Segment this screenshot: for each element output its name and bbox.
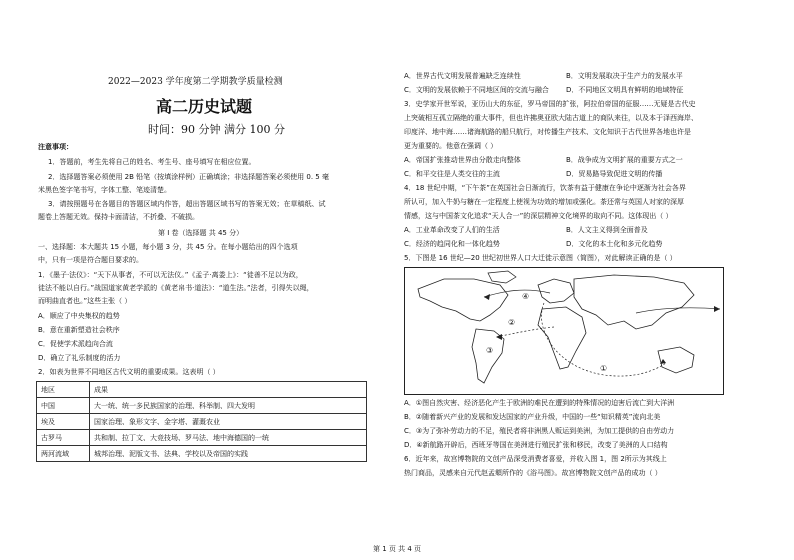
section-intro: 一、选择题：本大题共 15 小题，每小题 3 分，共 45 分。在每小题给出的四个选项 bbox=[38, 243, 298, 251]
civilization-table bbox=[36, 381, 367, 462]
table-cell-achievements: 共和制、拉丁文、大竞技场、罗马法、地中海德国的一统 bbox=[90, 430, 367, 446]
q1-option-a: A．顺应了中央集权的趋势 bbox=[38, 312, 120, 320]
q1-stem: 1．《墨子·法仪》：“天下从事者，不可以无法仪。”《孟子·离娄上》：“徒善不足以为政， bbox=[38, 271, 303, 279]
q3-stem: 3．史学家开世军说，亚历山大的东征，罗马帝国的扩张，阿拉伯帝国的征服……无疑是古代史 bbox=[404, 100, 696, 108]
q6-stem: 6．近年来，故宫博物院的文创产品深受消费者喜爱，并收入图 1，图 2所示为其线上 bbox=[404, 455, 667, 463]
route-label: ② bbox=[508, 318, 516, 327]
table-cell-region: 中国 bbox=[37, 398, 90, 414]
q1-stem: 徒法不能以自行。”战国道家黄老学派的《黄老帛书·道法》：“道生法。”法者，引得失以绳， bbox=[38, 284, 314, 292]
table-cell-region: 古罗马 bbox=[37, 430, 90, 446]
q5-option-d: D．④新航路开辟后，西班牙等国在美洲进行殖民扩张和移民，改变了美洲的人口结构 bbox=[404, 441, 668, 449]
q1-option-c: C．促使学术派趋向合流 bbox=[38, 340, 113, 348]
table-header-cell: 成果 bbox=[90, 382, 367, 398]
q4-option-a: A．工业革命改变了人们的生活 bbox=[404, 226, 500, 234]
q2-option-d: D．不同地区文明具有鲜明的地域特征 bbox=[566, 86, 684, 94]
q1-option-d: D．确立了礼乐制度的活力 bbox=[38, 354, 121, 362]
q2-option-c: C．文明的发展依赖于不同地区间的交流与融合 bbox=[404, 86, 549, 94]
q5-option-b: B．②随着新兴产业的发展和发达国家的产业升级，中国的一些“知识精英”流向北美 bbox=[404, 413, 661, 421]
q5-stem: 5．下图是 16 世纪—20 世纪初世界人口大迁徙示意图（简图），对此解读正确的是（ ） bbox=[404, 254, 677, 262]
q3-stem: 更为重要的。他意在强调（ ） bbox=[404, 142, 498, 150]
notice-line: 题卷上答题无效。保持卡面清洁，不折叠、不破损。 bbox=[38, 213, 199, 221]
q6-stem: 热门商品，灵感来自元代赵孟頫所作的《浴马图》。故宫博物院文创产品的成功（ ） bbox=[404, 469, 662, 477]
table-row bbox=[37, 398, 367, 414]
table-cell-achievements: 国家治理、象形文字、金字塔、灌溉农业 bbox=[90, 414, 367, 430]
q4-option-d: D．文化的本土化和多元化趋势 bbox=[566, 240, 663, 248]
route-label: ④ bbox=[522, 292, 530, 301]
section-intro: 中，只有一项是符合题目要求的。 bbox=[38, 256, 143, 264]
q2-option-a: A．世界古代文明发展普遍缺乏连续性 bbox=[404, 72, 521, 80]
q2-option-b: B．文明发展取决于生产力的发展水平 bbox=[566, 72, 683, 80]
q3-stem: 印度洋、地中海……诸海航路的船只航行，对传播生产技术、文化知识于古代世界各地也许是 bbox=[404, 128, 691, 136]
q5-option-a: A．①图自然灾害、经济恶化产生于欧洲的难民在遭到的特殊情况的迫害后流亡到大洋洲 bbox=[404, 399, 675, 407]
notice-line: 1．答题前，考生先将自己的姓名、考生号、座号填写在相应位置。 bbox=[48, 158, 256, 166]
exam-time: 时间：90 分钟 满分 100 分 bbox=[148, 123, 285, 136]
q3-option-d: D．贸易路导致促进文明的传播 bbox=[566, 170, 663, 178]
q3-option-c: C．和平交往是人类交往的主流 bbox=[404, 170, 500, 178]
table-cell-region: 埃及 bbox=[37, 414, 90, 430]
page-footer: 第 1 页 共 4 页 bbox=[372, 545, 422, 553]
q5-option-c: C．③为了弥补劳动力的不足，殖民者将非洲黑人贩运到美洲，为加工提供的自由劳动力 bbox=[404, 427, 675, 435]
q3-option-b: B．战争成为文明扩展的重要方式之一 bbox=[566, 156, 683, 164]
table-row bbox=[37, 446, 367, 462]
table-cell-achievements: 大一统、统一多民族国家的治理、科举制、四大发明 bbox=[90, 398, 367, 414]
notice-line: 米黑色签字笔书写，字体工整、笔迹清楚。 bbox=[38, 186, 171, 194]
exam-year-line: 2022—2023 学年度第二学期教学质量检测 bbox=[108, 77, 283, 87]
table-cell-region: 两河流域 bbox=[37, 446, 90, 462]
q3-stem: 上突破相互孤立隔绝的重大事件，但也许拂奥亚欧大陆古道上的商队来往，以及本于泽西海岸、 bbox=[404, 114, 698, 122]
q1-option-b: B．意在重新塑造社会秩序 bbox=[38, 326, 120, 334]
section-heading: 第 I 卷（选择题 共 45 分） bbox=[158, 229, 244, 237]
q2-stem: 2．如表为世界不同地区古代文明的重要成果。这表明（ ） bbox=[38, 368, 220, 376]
notice-line: 3．请按照题号在各题目的答题区域内作答，超出答题区域书写的答案无效；在草稿纸、试 bbox=[48, 200, 326, 208]
exam-title: 高二历史试题 bbox=[156, 97, 253, 116]
table-row bbox=[37, 430, 367, 446]
q4-option-b: B．人文主义得到全面普及 bbox=[566, 226, 648, 234]
q1-stem: 而明曲直者也。”这些主张（ ） bbox=[38, 297, 132, 305]
world-migration-map bbox=[404, 267, 724, 395]
table-header-cell: 地区 bbox=[37, 382, 90, 398]
q4-stem: 所认可，加入牛奶与糖在一定程度上使视为功效的增加或强化。茶还常与英国人对家的深厚 bbox=[404, 198, 684, 206]
table-cell-achievements: 城邦治理、泥版文书、法典、学校以及帝国的实践 bbox=[90, 446, 367, 462]
notice-heading: 注意事项： bbox=[38, 143, 73, 151]
route-label: ③ bbox=[486, 346, 494, 355]
q4-option-c: C．经济的趋同化和一体化趋势 bbox=[404, 240, 500, 248]
table-header-row bbox=[37, 382, 367, 398]
q4-stem: 4．18 世纪中期，“下午茶”在英国社会日渐流行，饮茶有益于健康在争论中逐渐为社会各界 bbox=[404, 184, 686, 192]
notice-line: 2．选择题答案必须使用 2B 铅笔（按填涂样例）正确填涂；非选择题答案必须使用 0. 5 毫 bbox=[48, 173, 329, 181]
route-label: ① bbox=[600, 364, 608, 373]
q3-option-a: A．帝国扩张推动世界由分散走向整体 bbox=[404, 156, 521, 164]
table-row bbox=[37, 414, 367, 430]
q4-stem: 情感，这与中国茶文化追求“天人合一”的深层精神文化境界的取向不同。这体现出（ ） bbox=[404, 212, 673, 220]
